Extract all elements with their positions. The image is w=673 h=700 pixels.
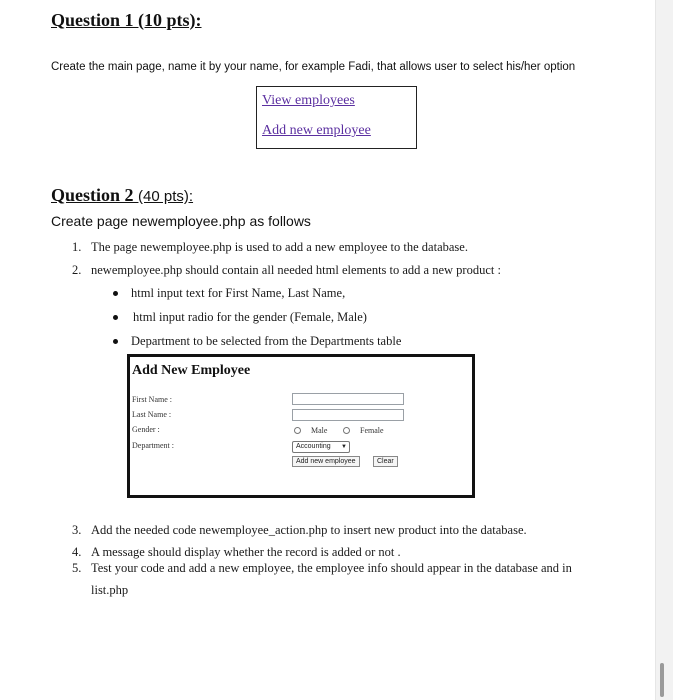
list-item-text: The page newemployee.php is used to add a new employee to the database. xyxy=(91,240,468,254)
view-employees-link[interactable]: View employees xyxy=(262,93,355,108)
question2-heading xyxy=(51,185,193,206)
chevron-down-icon: ▼ xyxy=(341,444,347,450)
question1-instruction: Create the main page, name it by your name, for example Fadi, that allows user to select his/her option xyxy=(51,61,576,73)
list-item-text: Test your code and add a new employee, the employee info should appear in the database and in xyxy=(91,561,572,575)
bullet-dot xyxy=(113,315,118,320)
female-radio-label: Female xyxy=(360,426,384,435)
question2-heading-main: Question 2 xyxy=(51,185,139,205)
female-radio[interactable] xyxy=(343,427,350,434)
bullet-dot xyxy=(113,339,118,344)
clear-button[interactable]: Clear xyxy=(373,456,398,467)
last-name-label: Last Name : xyxy=(132,410,172,419)
bullet-item-text: html input radio for the gender (Female, Male) xyxy=(133,310,367,324)
bullet-item-text: Department to be selected from the Departments table xyxy=(131,334,402,348)
bullet-item-text: html input text for First Name, Last Name, xyxy=(131,286,346,300)
list-number: 1. xyxy=(72,240,82,254)
add-new-employee-link[interactable]: Add new employee xyxy=(262,123,371,138)
gender-label: Gender : xyxy=(132,425,160,434)
first-name-input[interactable] xyxy=(292,393,404,405)
right-scroll-track[interactable] xyxy=(655,0,673,700)
question2-heading-pts: (40 pts): xyxy=(138,188,194,205)
bullet-dot xyxy=(113,291,118,296)
scrollbar-thumb[interactable] xyxy=(660,663,664,697)
first-name-label: First Name : xyxy=(132,395,173,404)
department-select[interactable] xyxy=(292,441,350,453)
add-employee-form-preview xyxy=(127,354,475,498)
department-label: Department : xyxy=(132,441,174,450)
list-item-continuation: list.php xyxy=(91,583,129,597)
list-number: 3. xyxy=(72,523,82,537)
question1-heading: Question 1 (10 pts): xyxy=(51,10,202,30)
list-item-text: A message should display whether the record is added or not . xyxy=(91,545,401,559)
add-new-employee-button[interactable]: Add new employee xyxy=(292,456,360,467)
question2-intro: Create page newemployee.php as follows xyxy=(51,213,311,229)
list-item-text: newemployee.php should contain all needed html elements to add a new product : xyxy=(91,263,501,277)
list-number: 4. xyxy=(72,545,82,559)
male-radio-label: Male xyxy=(311,426,328,435)
list-item-text: Add the needed code newemployee_action.php to insert new product into the database. xyxy=(91,523,527,537)
main-page-link-box xyxy=(256,86,417,149)
form-title: Add New Employee xyxy=(132,363,251,378)
department-selected-value: Accounting xyxy=(296,443,331,450)
list-number: 2. xyxy=(72,263,82,277)
list-number: 5. xyxy=(72,561,82,575)
last-name-input[interactable] xyxy=(292,409,404,421)
male-radio[interactable] xyxy=(294,427,301,434)
